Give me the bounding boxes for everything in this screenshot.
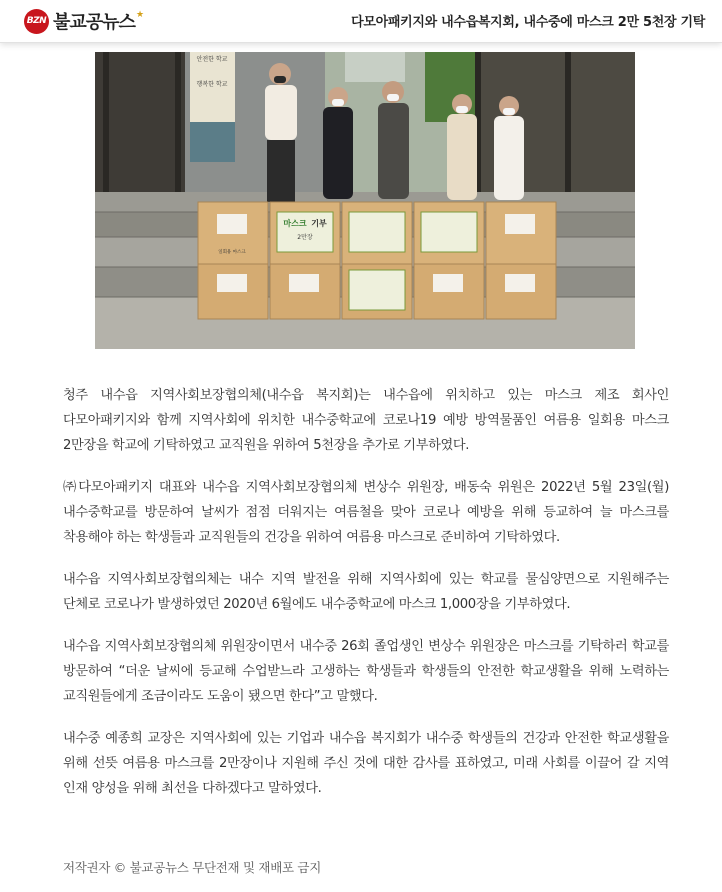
- article-paragraph-1: 청주 내수읍 지역사회보장협의체(내수읍 복지회)는 내수읍에 위치하고 있는 마스크 제조 회사인 다모아패키지와 함께 지역사회에 위치한 내수중학교에 코로나19 예방 방역물품인 여름용 일회용 마스크 2만장을 학교에 기탁하였고 교직원을 위하여 5천장을 추가로 기부하였다.: [63, 388, 669, 453]
- article-photo: [95, 52, 635, 349]
- box-poster-text-2: 기부: [311, 219, 327, 228]
- article-paragraph-4: 내수읍 지역사회보장협의체 위원장이면서 내수중 26회 졸업생인 변상수 위원장은 마스크를 기탁하러 학교를 방문하여 “더운 날씨에 등교해 수업받느라 고생하는 학생들과 학생들의 안전한 학교생활을 위해 노력하는 교직원들에게 조금이라도 도움이 됐으면 한다”고 말했다.: [63, 639, 669, 704]
- donation-boxes: [198, 202, 556, 319]
- logo-star: ★: [135, 10, 145, 20]
- banner-text-1: 안전한 학교: [196, 56, 228, 63]
- article-body: [63, 383, 669, 818]
- box-poster-text: 마스크: [283, 219, 307, 228]
- article-paragraph-5: 내수중 예종희 교장은 지역사회에 있는 기업과 내수읍 복지회가 내수중 학생들의 건강과 안전한 학교생활을 위해 선뜻 여름용 마스크를 2만장이나 지원해 주신 것에 대한 감사를 표하였고, 미래 사회를 이끌어 갈 지역 인재 양성을 위해 최선을 다하겠다고 말하였다.: [63, 731, 669, 796]
- logo-mark: BZN: [24, 9, 49, 34]
- article-paragraph-2: ㈜다모아패키지 대표와 내수읍 지역사회보장협의체 변상수 위원장, 배동숙 위원은 2022년 5월 23일(월) 내수중학교를 방문하여 날씨가 점점 더워지는 여름철을 맞아 코로나 예방을 위해 등교하여 늘 마스크를 착용해야 하는 학생들과 교직원들의 건강을 위하여 여름용 마스크로 준비하여 기탁하였다.: [63, 480, 669, 545]
- box-small-label: 일회용 마스크: [218, 250, 246, 255]
- copyright-notice: 저작권자 © 불교공뉴스 무단전재 및 재배포 금지: [63, 860, 321, 875]
- logo-text: 불교공뉴스: [53, 12, 135, 33]
- article-headline: 다모아패키지와 내수읍복지회, 내수중에 마스크 2만 5천장 기탁: [351, 15, 705, 30]
- site-logo[interactable]: [24, 8, 144, 34]
- article-paragraph-3: 내수읍 지역사회보장협의체는 내수 지역 발전을 위해 지역사회에 있는 학교를 물심양면으로 지원해주는 단체로 코로나가 발생하였던 2020년 6월에도 내수중학교에 마스크 1,000장을 기부하였다.: [63, 572, 669, 612]
- box-poster-count: 2만장: [297, 234, 313, 241]
- site-header: [0, 0, 722, 43]
- banner-text-2: 행복한 학교: [196, 81, 228, 88]
